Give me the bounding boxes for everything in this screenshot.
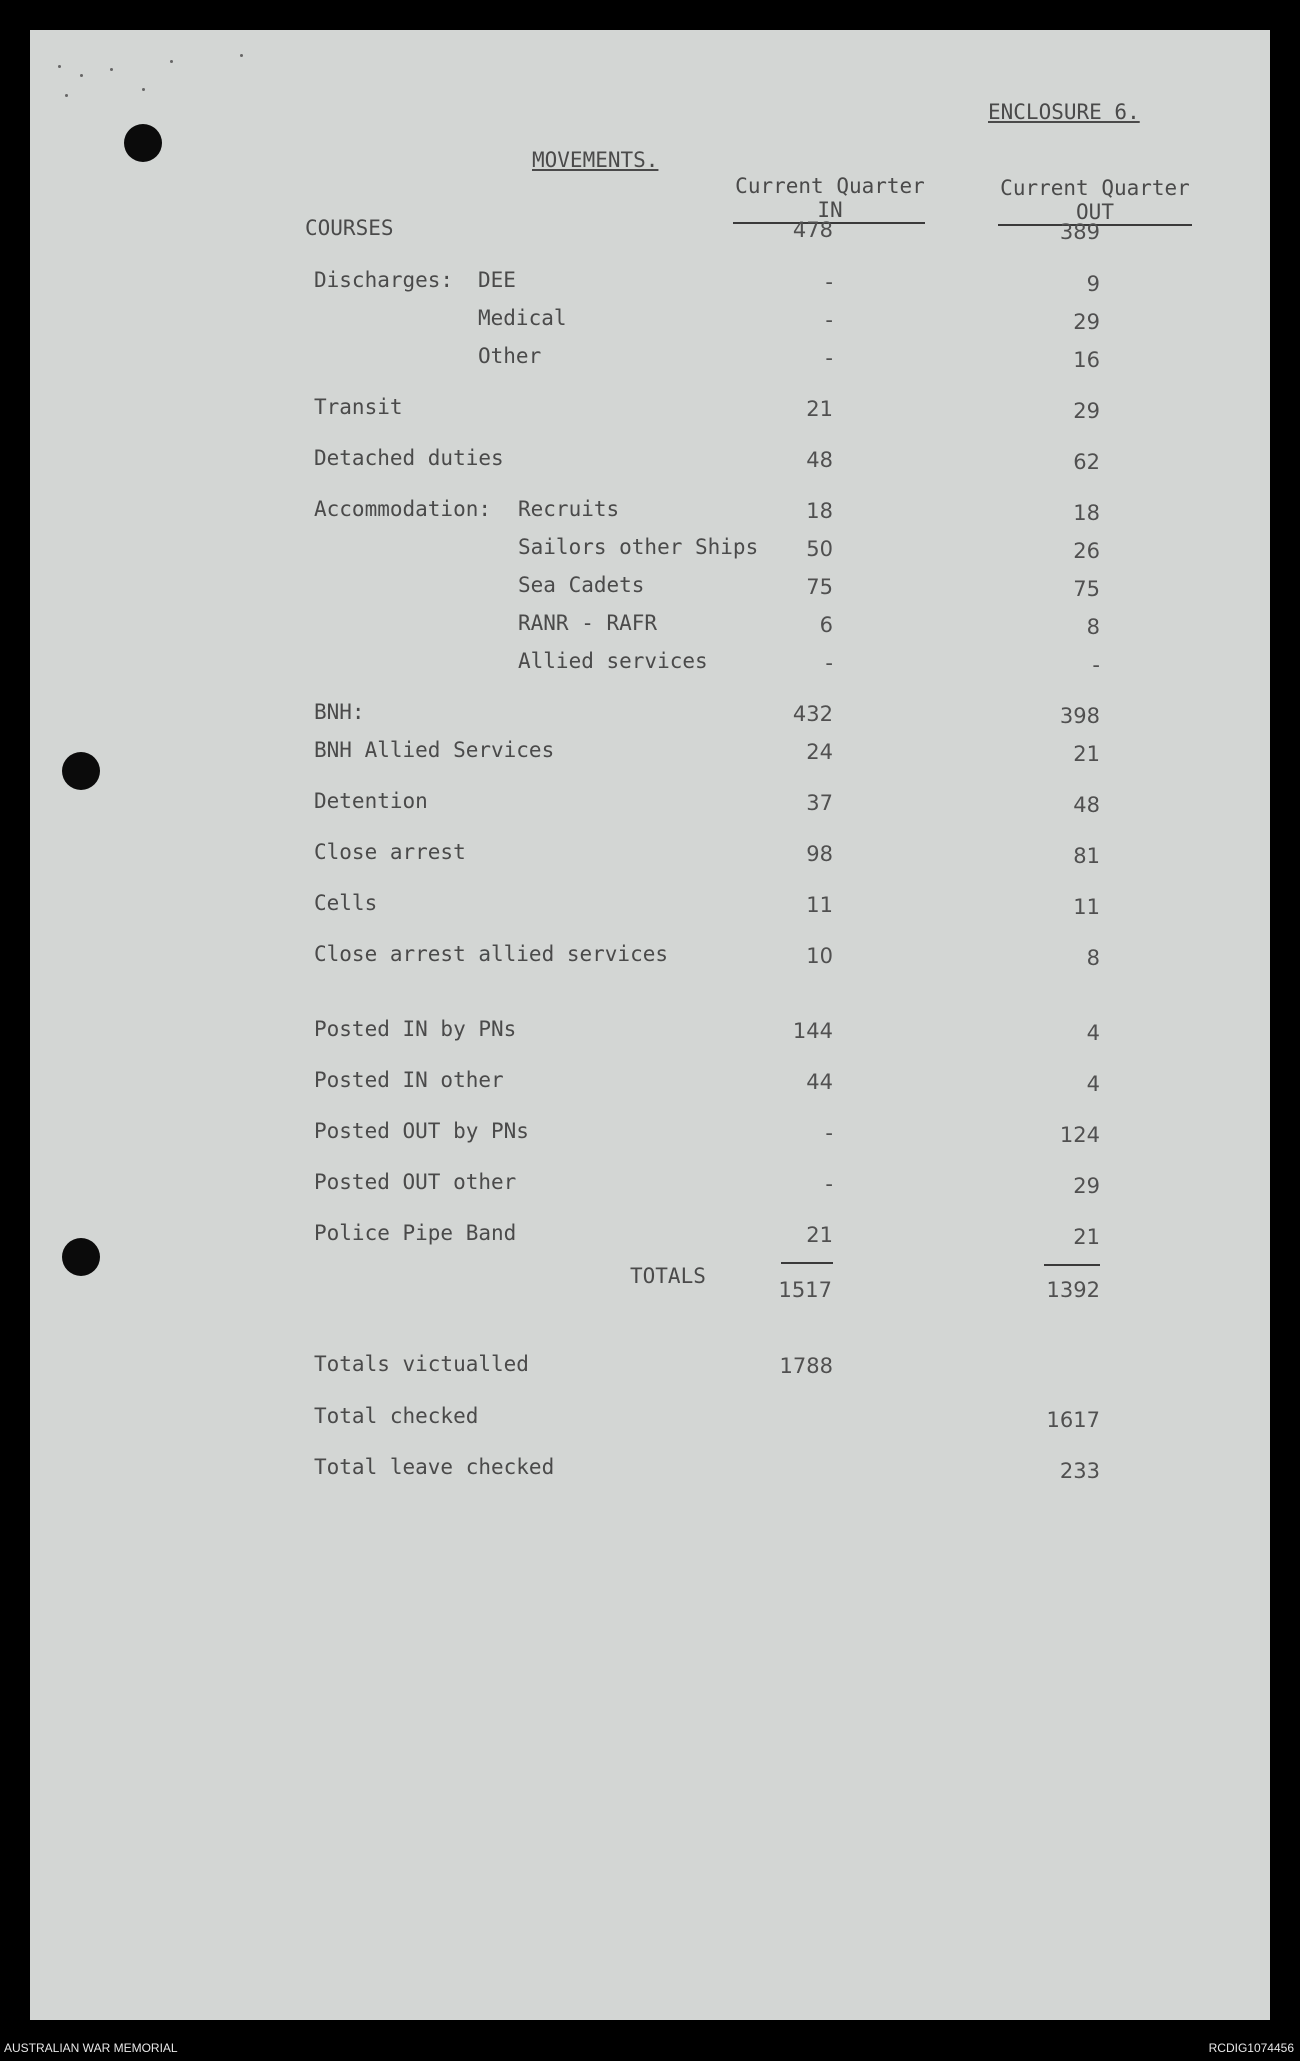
row-in-value: 478 [792, 218, 833, 242]
row-in-value: 432 [792, 702, 833, 726]
paper-speck [65, 94, 68, 97]
row-label: Police Pipe Band [314, 1221, 517, 1245]
row-out-value: 75 [1073, 577, 1100, 601]
row-label: Transit [314, 395, 403, 419]
row-sublabel: DEE [478, 268, 516, 292]
row-in-value: - [825, 1172, 833, 1196]
row-label: Detached duties [314, 446, 504, 470]
row-out-value: 11 [1073, 895, 1100, 919]
row-in-value: - [825, 651, 833, 675]
paper-speck [170, 60, 173, 63]
summary-out-value: 1617 [1046, 1408, 1100, 1432]
column-out-header-line2: OUT [1076, 200, 1114, 224]
row-out-value: 8 [1086, 615, 1100, 639]
row-label: COURSES [305, 216, 394, 240]
row-in-value: 37 [806, 791, 833, 815]
row-in-value: 18 [806, 499, 833, 523]
row-label: Posted IN other [314, 1068, 504, 1092]
paper-speck [142, 88, 145, 91]
row-label: BNH: [314, 700, 365, 724]
row-label: Close arrest allied services [314, 942, 669, 966]
row-in-value: 44 [806, 1070, 833, 1094]
row-label: Accommodation: [314, 497, 492, 521]
totals-out-value: 1392 [1046, 1278, 1100, 1302]
row-out-value: 21 [1073, 742, 1100, 766]
punch-hole-top [124, 124, 162, 162]
row-sublabel: RANR - RAFR [518, 611, 658, 635]
row-out-value: 4 [1086, 1072, 1100, 1096]
row-sublabel: Sailors other Ships [518, 535, 759, 559]
row-in-value: 10 [806, 944, 833, 968]
summary-label: Total checked [314, 1404, 479, 1428]
row-label: Posted OUT by PNs [314, 1119, 529, 1143]
row-out-value: 81 [1073, 844, 1100, 868]
page-title: MOVEMENTS. [532, 148, 659, 172]
paper-speck [58, 65, 61, 68]
footer-reference: RCDIG1074456 [1208, 2041, 1294, 2055]
column-in-header-line1: Current Quarter [735, 174, 925, 198]
totals-in-rule [781, 1262, 833, 1264]
row-in-value: - [825, 270, 833, 294]
row-label: BNH Allied Services [314, 738, 555, 762]
summary-label: Totals victualled [314, 1352, 529, 1376]
row-sublabel: Sea Cadets [518, 573, 645, 597]
footer-institution: AUSTRALIAN WAR MEMORIAL [4, 2041, 178, 2055]
row-in-value: - [825, 1121, 833, 1145]
row-out-value: 62 [1073, 450, 1100, 474]
row-in-value: 50 [806, 537, 833, 561]
row-in-value: 75 [806, 575, 833, 599]
row-sublabel: Medical [478, 306, 567, 330]
row-out-value: 398 [1059, 704, 1100, 728]
column-in-header-line2: IN [817, 198, 843, 222]
paper-speck [240, 54, 243, 57]
row-out-value: 18 [1073, 501, 1100, 525]
paper-speck [110, 68, 113, 71]
enclosure-label: ENCLOSURE 6. [988, 100, 1140, 124]
row-in-value: - [825, 308, 833, 332]
row-out-value: 8 [1086, 946, 1100, 970]
row-label: Discharges: [314, 268, 454, 292]
row-out-value: 124 [1059, 1123, 1100, 1147]
row-out-value: - [1092, 653, 1100, 677]
row-in-value: 6 [819, 613, 833, 637]
row-sublabel: Other [478, 344, 542, 368]
row-in-value: 48 [806, 448, 833, 472]
row-label: Posted OUT other [314, 1170, 517, 1194]
row-in-value: 11 [806, 893, 833, 917]
row-out-value: 29 [1073, 399, 1100, 423]
row-sublabel: Recruits [518, 497, 620, 521]
punch-hole-middle [62, 752, 100, 790]
row-in-value: 21 [806, 397, 833, 421]
row-out-value: 29 [1073, 310, 1100, 334]
row-in-value: 144 [792, 1019, 833, 1043]
row-in-value: 98 [806, 842, 833, 866]
row-out-value: 48 [1073, 793, 1100, 817]
row-out-value: 16 [1073, 348, 1100, 372]
summary-in-value: 1788 [779, 1354, 833, 1378]
column-out-header-line1: Current Quarter [1000, 176, 1190, 200]
paper-speck [80, 74, 83, 77]
row-label: Detention [314, 789, 428, 813]
row-out-value: 21 [1073, 1225, 1100, 1249]
punch-hole-bottom [62, 1238, 100, 1276]
totals-out-rule [1044, 1264, 1100, 1266]
row-in-value: 21 [806, 1223, 833, 1247]
row-out-value: 9 [1086, 272, 1100, 296]
row-out-value: 26 [1073, 539, 1100, 563]
summary-label: Total leave checked [314, 1455, 555, 1479]
row-in-value: - [825, 346, 833, 370]
row-in-value: 24 [806, 740, 833, 764]
row-sublabel: Allied services [518, 649, 708, 673]
row-out-value: 4 [1086, 1021, 1100, 1045]
row-label: Cells [314, 891, 378, 915]
row-out-value: 29 [1073, 1174, 1100, 1198]
summary-out-value: 233 [1059, 1459, 1100, 1483]
row-label: Close arrest [314, 840, 466, 864]
totals-label: TOTALS [630, 1264, 706, 1288]
row-label: Posted IN by PNs [314, 1017, 517, 1041]
totals-in-value: 1517 [778, 1278, 832, 1302]
row-out-value: 389 [1059, 220, 1100, 244]
